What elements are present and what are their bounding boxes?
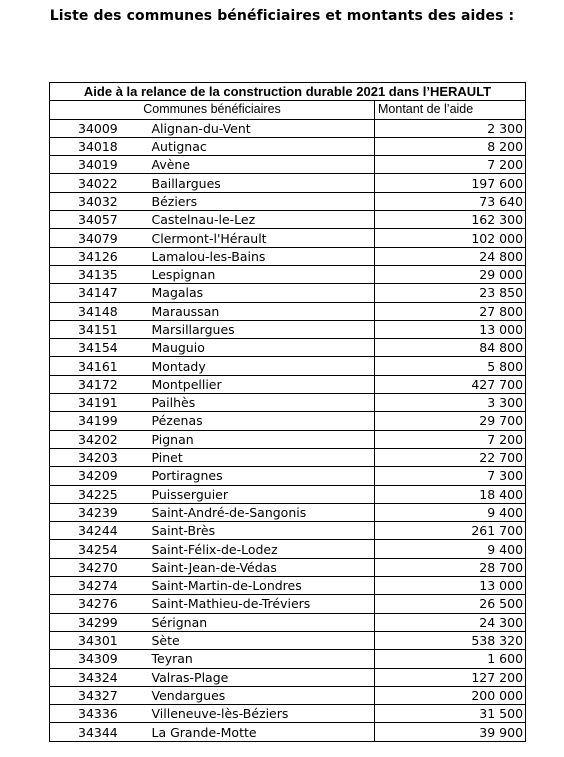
commune-code: 34244: [50, 522, 150, 540]
commune-name: Clermont-l'Hérault: [150, 229, 375, 247]
commune-code: 34079: [50, 229, 150, 247]
aid-amount: 5 800: [375, 357, 526, 375]
commune-name: Sète: [150, 631, 375, 649]
commune-name: Pailhès: [150, 394, 375, 412]
aid-amount: 29 700: [375, 412, 526, 430]
table-row: [50, 357, 526, 375]
commune-name: Saint-Martin-de-Londres: [150, 577, 375, 595]
commune-name: Avène: [150, 156, 375, 174]
table-body: [50, 119, 526, 741]
commune-code: 34147: [50, 284, 150, 302]
commune-name: Saint-André-de-Sangonis: [150, 503, 375, 521]
aid-amount: 22 700: [375, 448, 526, 466]
aid-amount: 200 000: [375, 686, 526, 704]
commune-code: 34209: [50, 467, 150, 485]
commune-name: Portiragnes: [150, 467, 375, 485]
commune-code: 34299: [50, 613, 150, 631]
commune-code: 34274: [50, 577, 150, 595]
table-row: [50, 540, 526, 558]
commune-code: 34203: [50, 448, 150, 466]
commune-name: Pézenas: [150, 412, 375, 430]
commune-name: Autignac: [150, 137, 375, 155]
aid-amount: 73 640: [375, 192, 526, 210]
aid-amount: 427 700: [375, 375, 526, 393]
commune-name: Mauguio: [150, 339, 375, 357]
table-row: [50, 265, 526, 283]
table-row: [50, 558, 526, 576]
commune-code: 34151: [50, 320, 150, 338]
table-row: [50, 485, 526, 503]
table-row: [50, 503, 526, 521]
table-row: [50, 467, 526, 485]
aid-amount: 31 500: [375, 705, 526, 723]
commune-name: Baillargues: [150, 174, 375, 192]
commune-code: 34022: [50, 174, 150, 192]
commune-name: Béziers: [150, 192, 375, 210]
commune-name: Pinet: [150, 448, 375, 466]
commune-name: Marsillargues: [150, 320, 375, 338]
table-row: [50, 339, 526, 357]
commune-name: Saint-Brès: [150, 522, 375, 540]
aid-amount: 39 900: [375, 723, 526, 741]
commune-code: 34148: [50, 302, 150, 320]
table-row: [50, 211, 526, 229]
commune-name: Saint-Félix-de-Lodez: [150, 540, 375, 558]
commune-code: 34135: [50, 265, 150, 283]
aid-amount: 29 000: [375, 265, 526, 283]
aid-amount: 7 300: [375, 467, 526, 485]
commune-code: 34225: [50, 485, 150, 503]
column-header-amount: Montant de l’aide: [375, 101, 526, 119]
commune-name: Pignan: [150, 430, 375, 448]
commune-code: 34018: [50, 137, 150, 155]
aid-amount: 9 400: [375, 503, 526, 521]
table-header-row: [50, 101, 526, 119]
table-row: [50, 668, 526, 686]
table-row: [50, 705, 526, 723]
column-header-communes: Communes bénéficiaires: [50, 101, 375, 119]
table-title: Aide à la relance de la construction durable 2021 dans l’HERAULT: [50, 83, 526, 101]
table-row: [50, 613, 526, 631]
aid-amount: 13 000: [375, 320, 526, 338]
commune-name: Lespignan: [150, 265, 375, 283]
commune-code: 34154: [50, 339, 150, 357]
table-title-row: [50, 83, 526, 101]
commune-code: 34336: [50, 705, 150, 723]
commune-code: 34270: [50, 558, 150, 576]
commune-code: 34019: [50, 156, 150, 174]
aid-amount: 26 500: [375, 595, 526, 613]
table-row: [50, 229, 526, 247]
page-title: Liste des communes bénéficiaires et montants des aides :: [49, 8, 515, 24]
commune-name: La Grande-Motte: [150, 723, 375, 741]
aid-amount: 261 700: [375, 522, 526, 540]
table-row: [50, 448, 526, 466]
aid-amount: 162 300: [375, 211, 526, 229]
commune-code: 34032: [50, 192, 150, 210]
aid-amount: 3 300: [375, 394, 526, 412]
table-row: [50, 247, 526, 265]
table-row: [50, 174, 526, 192]
aid-amount: 127 200: [375, 668, 526, 686]
commune-code: 34057: [50, 211, 150, 229]
table-row: [50, 284, 526, 302]
table-row: [50, 394, 526, 412]
commune-code: 34126: [50, 247, 150, 265]
table-row: [50, 631, 526, 649]
commune-code: 34301: [50, 631, 150, 649]
commune-name: Maraussan: [150, 302, 375, 320]
commune-name: Castelnau-le-Lez: [150, 211, 375, 229]
commune-name: Saint-Mathieu-de-Tréviers: [150, 595, 375, 613]
aid-amount: 24 300: [375, 613, 526, 631]
table-row: [50, 156, 526, 174]
table-row: [50, 723, 526, 741]
table-row: [50, 412, 526, 430]
commune-code: 34344: [50, 723, 150, 741]
commune-name: Vendargues: [150, 686, 375, 704]
table-row: [50, 302, 526, 320]
table-row: [50, 430, 526, 448]
commune-name: Montady: [150, 357, 375, 375]
commune-code: 34191: [50, 394, 150, 412]
commune-name: Magalas: [150, 284, 375, 302]
aid-amount: 84 800: [375, 339, 526, 357]
aid-table: [49, 82, 526, 742]
table-row: [50, 137, 526, 155]
aid-amount: 538 320: [375, 631, 526, 649]
table-row: [50, 320, 526, 338]
commune-code: 34276: [50, 595, 150, 613]
aid-amount: 2 300: [375, 119, 526, 137]
aid-amount: 8 200: [375, 137, 526, 155]
table-row: [50, 192, 526, 210]
aid-amount: 23 850: [375, 284, 526, 302]
table-row: [50, 577, 526, 595]
commune-code: 34324: [50, 668, 150, 686]
table-row: [50, 375, 526, 393]
commune-code: 34327: [50, 686, 150, 704]
commune-name: Sérignan: [150, 613, 375, 631]
table-row: [50, 686, 526, 704]
aid-amount: 27 800: [375, 302, 526, 320]
commune-name: Puisserguier: [150, 485, 375, 503]
aid-amount: 18 400: [375, 485, 526, 503]
aid-amount: 13 000: [375, 577, 526, 595]
commune-name: Saint-Jean-de-Védas: [150, 558, 375, 576]
aid-amount: 24 800: [375, 247, 526, 265]
commune-name: Valras-Plage: [150, 668, 375, 686]
commune-code: 34254: [50, 540, 150, 558]
commune-name: Villeneuve-lès-Béziers: [150, 705, 375, 723]
aid-amount: 1 600: [375, 650, 526, 668]
aid-amount: 9 400: [375, 540, 526, 558]
commune-code: 34202: [50, 430, 150, 448]
aid-amount: 7 200: [375, 156, 526, 174]
commune-code: 34009: [50, 119, 150, 137]
commune-code: 34199: [50, 412, 150, 430]
commune-name: Alignan-du-Vent: [150, 119, 375, 137]
aid-amount: 7 200: [375, 430, 526, 448]
commune-name: Teyran: [150, 650, 375, 668]
commune-code: 34161: [50, 357, 150, 375]
commune-code: 34172: [50, 375, 150, 393]
table-row: [50, 595, 526, 613]
commune-code: 34239: [50, 503, 150, 521]
table-row: [50, 119, 526, 137]
commune-name: Montpellier: [150, 375, 375, 393]
table-row: [50, 522, 526, 540]
commune-name: Lamalou-les-Bains: [150, 247, 375, 265]
commune-code: 34309: [50, 650, 150, 668]
table-row: [50, 650, 526, 668]
aid-amount: 28 700: [375, 558, 526, 576]
aid-amount: 197 600: [375, 174, 526, 192]
aid-amount: 102 000: [375, 229, 526, 247]
